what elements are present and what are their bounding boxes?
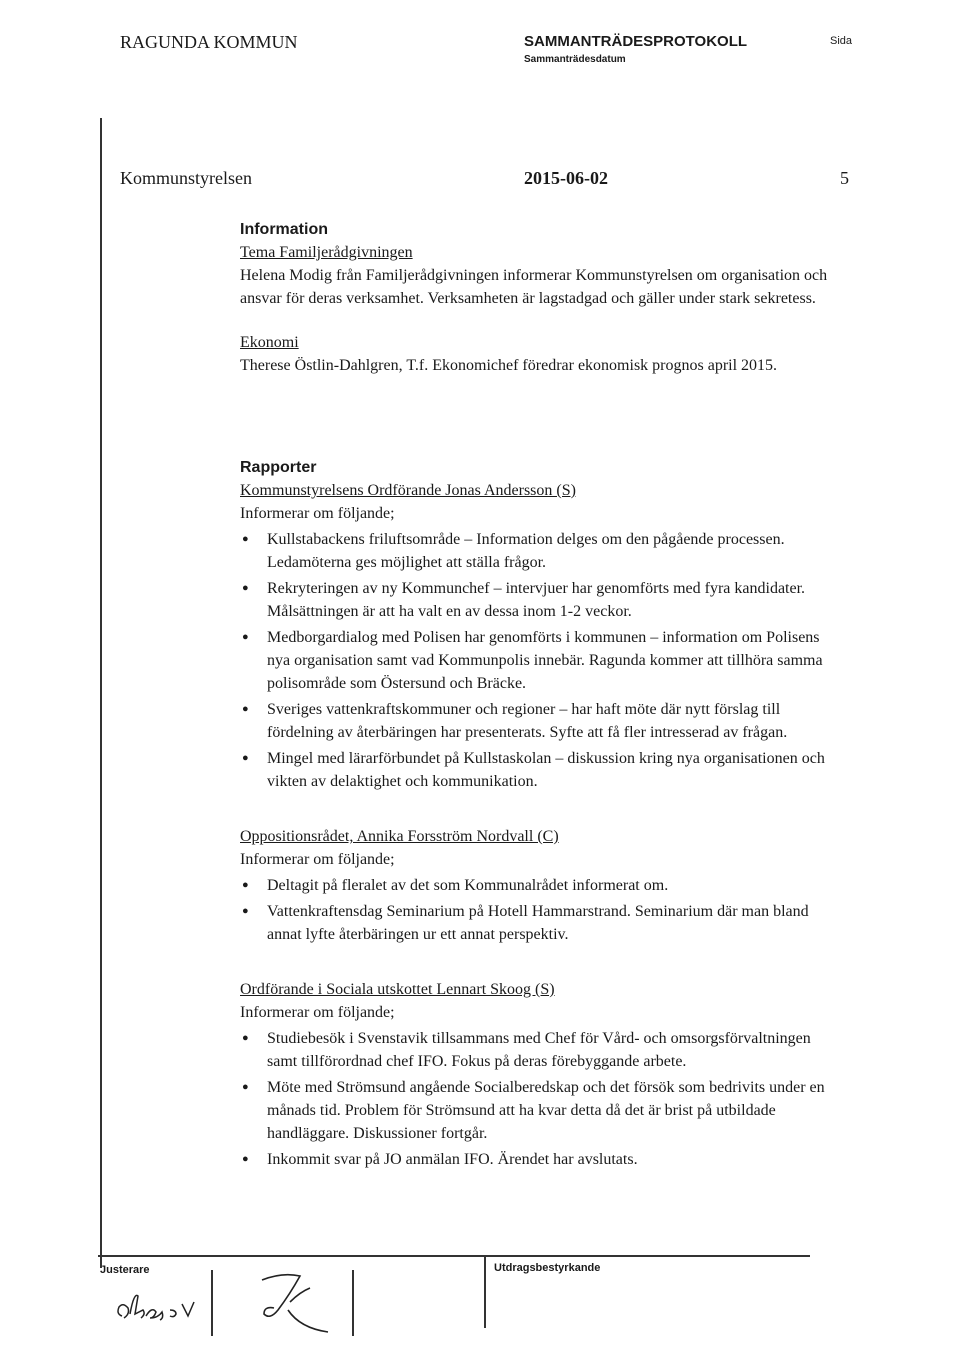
page-number: 5 [840,168,849,188]
report-list [240,1027,840,1171]
signature-divider [484,1256,486,1328]
information-heading: Information [240,221,328,238]
page-label: Sida [830,35,853,47]
justerare-label: Justerare [100,1264,150,1276]
list-item: ● Medborgardialog med Polisen har genomförts i kommunen – information om Polisens nya organisation samt vad Kommunpolis innebär. Ragunda kommer att tillhöra samma polisområde som Östersund och Bräcke. [240,626,840,695]
signature-divider [352,1270,354,1336]
list-item: ● Möte med Strömsund angående Socialberedskap och det försök som bedrivits under en månads tid. Problem för Strömsund att ha kvar detta då det är brist på utbildade handläggare. Diskussioner fortgår. [240,1076,840,1145]
list-item: ● Sveriges vattenkraftskommuner och regioner – har haft möte där nytt förslag till fördelning av återbäringen har presenterats. Syfte att få fler intresserad av frågan. [240,698,840,744]
list-item: ● Inkommit svar på JO anmälan IFO. Ärendet har avslutats. [240,1148,840,1171]
signature-divider [211,1270,213,1336]
group-intro: Informerar om följande; [240,851,395,868]
information-section [240,218,840,377]
certification-label: Utdragsbestyrkande [494,1262,601,1274]
speaker-name: Kommunstyrelsens Ordförande Jonas Andersson (S) [240,482,576,499]
list-item: ● Mingel med lärarförbundet på Kullstaskolan – diskussion kring nya organisationen och vikten av delaktighet och kommunikation. [240,747,840,793]
meeting-date-label: Sammanträdesdatum [524,54,626,65]
report-list [240,874,840,946]
meeting-date: 2015-06-02 [524,168,608,188]
signature-2 [242,1262,342,1346]
list-item: ● Studiebesök i Svenstavik tillsammans med Chef för Vård- och omsorgsförvaltningen samt tillförordnad chef IFO. Fokus på deras förebyggande arbete. [240,1027,840,1073]
reports-heading: Rapporter [240,459,317,476]
report-group-opposition [240,825,840,946]
theme-heading: Tema Familjerådgivningen [240,244,413,261]
economy-text: Therese Östlin-Dahlgren, T.f. Ekonomichef föredrar ekonomisk prognos april 2015. [240,357,778,374]
group-intro: Informerar om följande; [240,1004,395,1021]
report-list [240,528,840,793]
information-text: Helena Modig från Familjerådgivningen informerar Kommunstyrelsen om organisation och ansvar för deras verksamhet. Verksamheten är lagstadgad och gäller under stark sekretess. [240,267,828,307]
reports-section [240,456,840,1171]
list-item: ● Kullstabackens friluftsområde – Information delges om den pågående processen. Ledamöterna ges möjlighet att ställa frågor. [240,528,840,574]
group-intro: Informerar om följande; [240,505,395,522]
speaker-name: Oppositionsrådet, Annika Forsström Nordvall (C) [240,828,559,845]
left-margin-line [100,118,102,1268]
speaker-name: Ordförande i Sociala utskottet Lennart Skoog (S) [240,981,555,998]
committee-name: Kommunstyrelsen [120,168,252,188]
document-title: SAMMANTRÄDESPROTOKOLL [524,33,748,50]
report-group-chair [240,479,840,793]
footer-rule [98,1255,810,1257]
list-item: ● Deltagit på fleralet av det som Kommunalrådet informerat om. [240,874,840,897]
economy-heading: Ekonomi [240,334,299,351]
report-group-social [240,978,840,1171]
signature-1 [112,1286,202,1332]
municipality-name: RAGUNDA KOMMUN [120,32,298,52]
list-item: ● Vattenkraftensdag Seminarium på Hotell Hammarstrand. Seminarium där man bland annat lyfte återbäringen ur ett annat perspektiv. [240,900,840,946]
list-item: ● Rekryteringen av ny Kommunchef – intervjuer har genomförts med fyra kandidater. Målsättningen är att ha valt en av dessa inom 1-2 veckor. [240,577,840,623]
